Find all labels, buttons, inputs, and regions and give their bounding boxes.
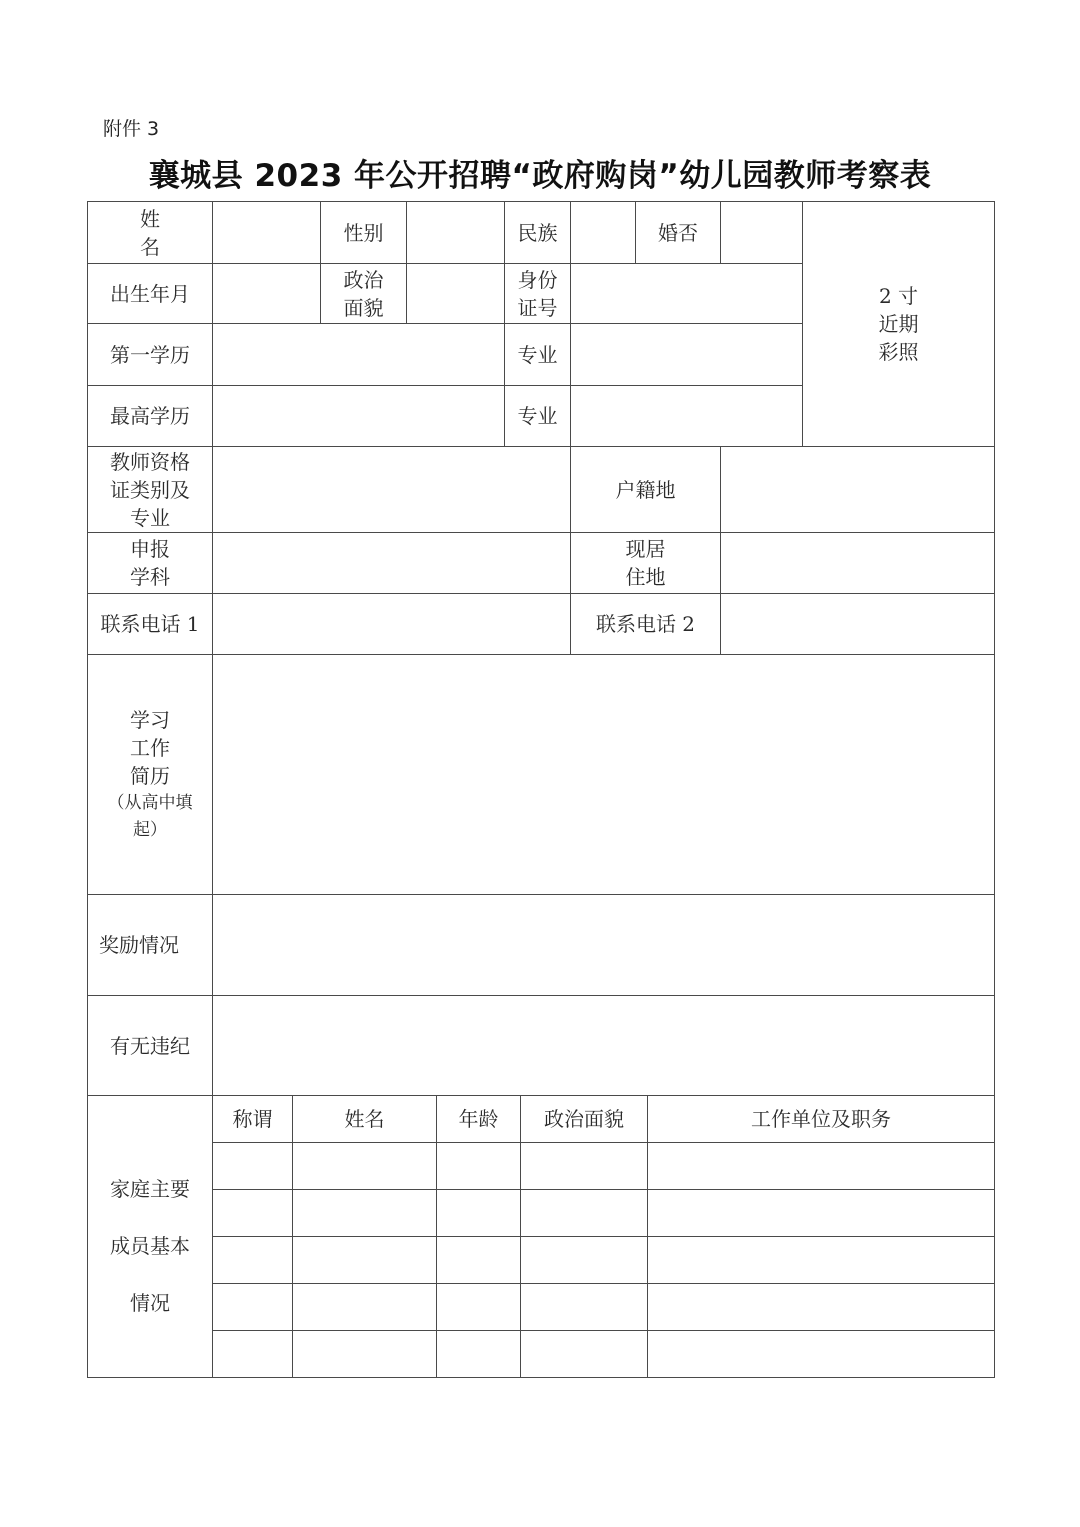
name-label: 姓名 bbox=[140, 206, 194, 259]
photo-label-line1: 2 寸 bbox=[878, 284, 919, 308]
family-row[interactable] bbox=[213, 1190, 994, 1236]
major-input-cell[interactable] bbox=[571, 324, 802, 385]
photo-label-line2: 近期 bbox=[878, 312, 919, 336]
hukou-label: 户籍地 bbox=[615, 477, 676, 502]
phone-2-input-cell[interactable] bbox=[721, 594, 994, 654]
phone-1-input-cell[interactable] bbox=[213, 594, 570, 654]
residence-label: 现居 住地 bbox=[625, 537, 666, 589]
subject-label: 申报 学科 bbox=[130, 537, 170, 589]
awards-input-cell[interactable] bbox=[213, 895, 994, 995]
major-2-input-cell[interactable] bbox=[571, 386, 802, 446]
ethnicity-label: 民族 bbox=[517, 220, 558, 245]
residence-input-cell[interactable] bbox=[721, 533, 994, 593]
highest-education-input-cell[interactable] bbox=[213, 386, 504, 446]
attachment-label: 附件 3 bbox=[103, 118, 160, 140]
resume-label: 学习 工作 简历 （从高中填 起） bbox=[107, 707, 193, 840]
hukou-input-cell[interactable] bbox=[721, 447, 994, 532]
family-label: 家庭主要 成员基本 情况 bbox=[110, 1177, 190, 1315]
teacher-cert-label: 教师资格 证类别及 专业 bbox=[110, 449, 190, 530]
major-2-label: 专业 bbox=[517, 404, 558, 428]
first-education-label: 第一学历 bbox=[110, 342, 190, 367]
political-label: 政治 面貌 bbox=[343, 267, 384, 320]
political-input-cell[interactable] bbox=[407, 264, 504, 323]
subject-input-cell[interactable] bbox=[213, 533, 570, 593]
phone-1-label: 联系电话 1 bbox=[100, 612, 200, 636]
id-number-label: 身份 证号 bbox=[517, 267, 558, 320]
first-education-input-cell[interactable] bbox=[213, 324, 504, 385]
discipline-input-cell[interactable] bbox=[213, 996, 994, 1095]
name-input-cell[interactable] bbox=[213, 202, 320, 263]
gender-label: 性别 bbox=[343, 220, 384, 245]
family-header-age: 年龄 bbox=[458, 1107, 499, 1131]
family-row[interactable] bbox=[213, 1284, 994, 1330]
id-number-input-cell[interactable] bbox=[571, 264, 802, 323]
awards-label: 奖励情况 bbox=[99, 933, 179, 957]
discipline-label: 有无违纪 bbox=[110, 1033, 190, 1058]
highest-education-label: 最高学历 bbox=[110, 404, 190, 428]
photo-area bbox=[803, 202, 994, 446]
ethnicity-input-cell[interactable] bbox=[571, 202, 635, 263]
teacher-cert-input-cell[interactable] bbox=[213, 447, 570, 532]
family-row[interactable] bbox=[213, 1143, 994, 1189]
phone-2-label: 联系电话 2 bbox=[595, 612, 696, 636]
birth-label: 出生年月 bbox=[110, 281, 190, 306]
birth-input-cell[interactable] bbox=[213, 264, 320, 323]
family-header-work: 工作单位及职务 bbox=[751, 1107, 891, 1131]
form-title: 襄城县 2023 年公开招聘“政府购岗”幼儿园教师考察表 bbox=[148, 158, 932, 194]
marital-input-cell[interactable] bbox=[721, 202, 802, 263]
family-header-relation: 称谓 bbox=[232, 1107, 273, 1131]
family-row[interactable] bbox=[213, 1237, 994, 1283]
resume-input-cell[interactable] bbox=[213, 655, 994, 894]
gender-input-cell[interactable] bbox=[407, 202, 504, 263]
marital-label: 婚否 bbox=[658, 220, 698, 245]
family-row[interactable] bbox=[213, 1331, 994, 1377]
major-label: 专业 bbox=[517, 342, 558, 367]
family-header-name: 姓名 bbox=[344, 1107, 385, 1131]
family-header-political: 政治面貌 bbox=[544, 1107, 624, 1131]
photo-label-line3: 彩照 bbox=[878, 340, 919, 364]
